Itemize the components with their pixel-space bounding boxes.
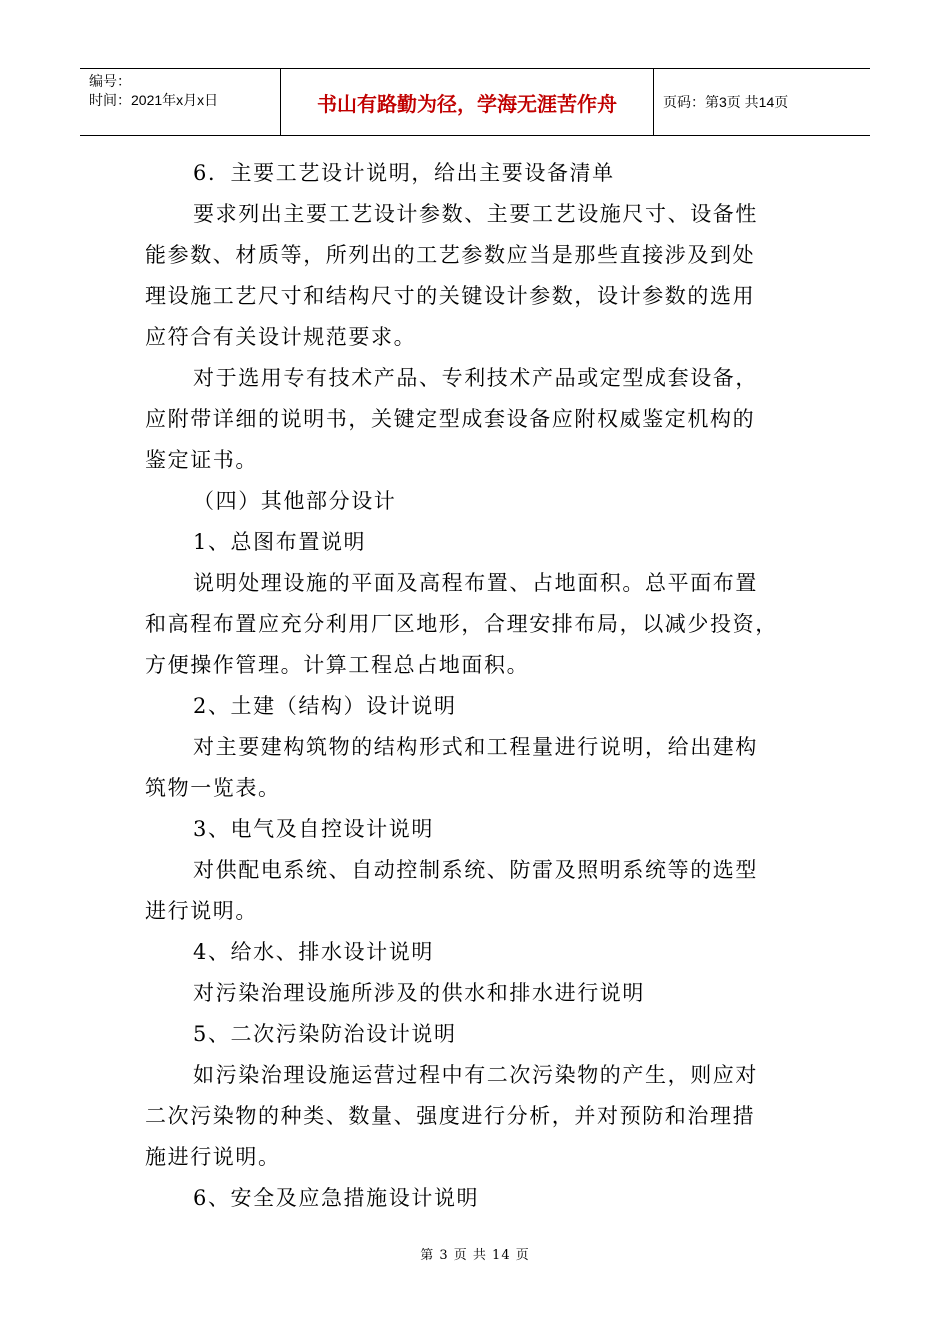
section-heading: 6、安全及应急措施设计说明 [193,1186,480,1210]
section-heading: 1、总图布置说明 [193,530,367,554]
section-heading: 5、二次污染防治设计说明 [193,1022,457,1046]
paragraph-line: 理设施工艺尺寸和结构尺寸的关键设计参数，设计参数的选用 [145,284,756,308]
document-time-label: 时间：2021年x月x日 [89,92,219,108]
page-footer: 第 3 页 共 14 页 [420,1248,530,1263]
section-heading: 2、土建（结构）设计说明 [193,694,457,718]
paragraph-line: 鉴定证书。 [145,448,258,472]
section-heading: 4、给水、排水设计说明 [193,940,434,964]
paragraph-line: 能参数、材质等，所列出的工艺参数应当是那些直接涉及到处 [145,243,756,267]
paragraph-line: 应符合有关设计规范要求。 [145,325,417,349]
paragraph-line: 方便操作管理。计算工程总占地面积。 [145,653,530,677]
section-heading: 3、电气及自控设计说明 [193,817,434,841]
paragraph-line: 和高程布置应充分利用厂区地形，合理安排布局，以减少投资， [145,612,778,636]
paragraph-line: 对污染治理设施所涉及的供水和排水进行说明 [193,981,645,1005]
paragraph-line: 要求列出主要工艺设计参数、主要工艺设施尺寸、设备性 [193,202,758,226]
paragraph-line: 施进行说明。 [145,1145,281,1169]
section-heading: 6．主要工艺设计说明，给出主要设备清单 [193,161,615,185]
document-body [145,153,815,1219]
paragraph-line: 应附带详细的说明书，关键定型成套设备应附权威鉴定机构的 [145,407,756,431]
paragraph-line: 进行说明。 [145,899,258,923]
paragraph-line: 对于选用专有技术产品、专利技术产品或定型成套设备， [193,366,758,390]
paragraph-line: 对供配电系统、自动控制系统、防雷及照明系统等的选型 [193,858,758,882]
paragraph-line: 筑物一览表。 [145,776,281,800]
paragraph-line: 二次污染物的种类、数量、强度进行分析，并对预防和治理措 [145,1104,756,1128]
header-meta [80,69,281,135]
paragraph-line: 如污染治理设施运营过程中有二次污染物的产生，则应对 [193,1063,758,1087]
paragraph-line: 说明处理设施的平面及高程布置、占地面积。总平面布置 [193,571,758,595]
section-heading: （四）其他部分设计 [193,489,397,513]
header-page-info: 页码：第3页 共14页 [663,94,789,110]
page-header [80,68,870,136]
document-number-label: 编号： [89,73,131,89]
header-motto: 书山有路勤为径，学海无涯苦作舟 [281,69,654,135]
paragraph-line: 对主要建构筑物的结构形式和工程量进行说明，给出建构 [193,735,758,759]
